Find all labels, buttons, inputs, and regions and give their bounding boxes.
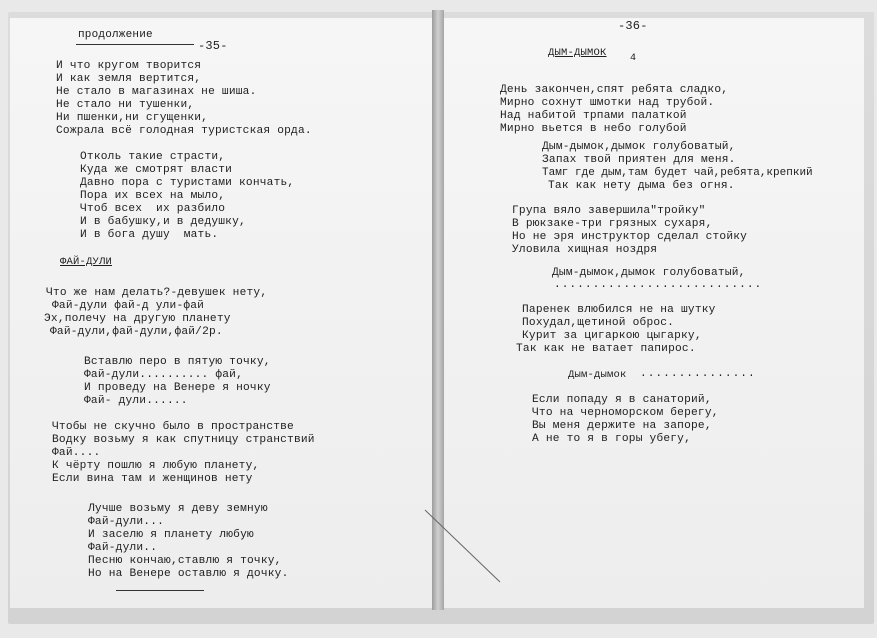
song-line: И что кругом творится [56, 60, 202, 72]
song-line: Вы меня держите на запоре, [532, 420, 712, 432]
song-line: Вставлю перо в пятую точку, [84, 356, 271, 368]
song-line: Група вяло завершила"тройку" [512, 205, 706, 217]
song-line: Фай-дули.. [88, 542, 158, 554]
song-line: Тамг где дым,там будет чай,ребята,крепкий [542, 167, 813, 179]
song-line: И проведу на Венере я ночку [84, 382, 271, 394]
song-line: Отколь такие страсти, [80, 151, 226, 163]
song-line: Но на Венере оставлю я дочку. [88, 568, 289, 580]
right-page-number: -36- [618, 19, 648, 33]
margin-mark: 4 [630, 53, 637, 64]
song-line: Эх,полечу на другую планету [44, 313, 231, 325]
song-line: Чтоб всех их разбило [80, 203, 226, 215]
song-line: И в бабушку,и в дедушку, [80, 216, 246, 228]
song-line: Уловила хищная ноздря [512, 244, 658, 256]
song-line: Ни пшенки,ни сгущенки, [56, 112, 209, 124]
song-line: Куда же смотрят власти [80, 164, 233, 176]
song-line: Запах твой приятен для меня. [542, 154, 736, 166]
song-line: Если вина там и женщинов нету [52, 473, 253, 485]
song-line: Паренек влюбился не на шутку [522, 304, 716, 316]
song-line: Мирно вьется в небо голубой [500, 123, 687, 135]
song-line: Не стало в магазинах не шиша. [56, 86, 257, 98]
song-line: И заселю я планету любую [88, 529, 254, 541]
song-line: Похудал,щетиной оброс. [522, 317, 675, 329]
song-line: Что же нам делать?-девушек нету, [46, 287, 268, 299]
song-line: Если попаду я в санаторий, [532, 394, 712, 406]
song-line: Так как нету дыма без огня. [548, 180, 735, 192]
pencil-stroke [420, 500, 510, 590]
song-line: Водку возьму я как спутницу странствий [52, 434, 315, 446]
song-line: И в бога душу мать. [80, 229, 219, 241]
song-line: Дым-дымок [568, 369, 627, 381]
dotted-line: ........................... [554, 279, 763, 291]
song-line: В рюкзаке-три грязных сухаря, [512, 218, 713, 230]
song-title: ДЫМ-ДЫМОК [548, 47, 607, 59]
song-line: Пора их всех на мыло, [80, 190, 226, 202]
song-line: Фай-дули.......... фай, [84, 369, 244, 381]
song-line: Дым-дымок,дымок голубоватый, [542, 141, 736, 153]
end-rule [116, 590, 204, 591]
song-line: Над набитой трпами палаткой [500, 110, 687, 122]
song-line: Так как не ватает папирос. [516, 343, 696, 355]
continuation-header: продолжение [78, 29, 153, 41]
song-line: Давно пора с туристами кончать, [80, 177, 295, 189]
song-title: ФАЙ-ДУЛИ [60, 256, 113, 268]
song-line: Фай- дули...... [84, 395, 188, 407]
dotted-line: ............... [640, 368, 756, 380]
song-line: Но не эря инструктор сделал стойку [512, 231, 748, 243]
song-line: День закончен,спят ребята сладко, [500, 84, 729, 96]
song-line: Фай-дули,фай-дули,фай/2р. [50, 326, 223, 338]
song-line: Сожрала всё голодная туристская орда. [56, 125, 312, 137]
song-line: Дым-дымок,дымок голубоватый, [552, 267, 746, 279]
song-line: Чтобы не скучно было в пространстве [52, 421, 294, 433]
song-line: А не то я в горы убегу, [532, 433, 692, 445]
song-line: Курит за цигаркою цыгарку, [522, 330, 702, 342]
song-line: Не стало ни тушенки, [56, 99, 195, 111]
song-line: Фай.... [52, 447, 101, 459]
header-underline [76, 44, 194, 45]
song-line: И как земля вертится, [56, 73, 202, 85]
song-line: Что на черноморском берегу, [532, 407, 719, 419]
song-line: Мирно сохнут шмотки над трубой. [500, 97, 715, 109]
song-line: Фай-дули фай-д ули-фай [52, 300, 205, 312]
song-line: К чёрту пошлю я любую планету, [52, 460, 260, 472]
song-line: Лучше возьму я деву земную [88, 503, 268, 515]
left-page-number: -35- [198, 39, 228, 53]
song-line: Песню кончаю,ставлю я точку, [88, 555, 282, 567]
song-line: Фай-дули... [88, 516, 165, 528]
